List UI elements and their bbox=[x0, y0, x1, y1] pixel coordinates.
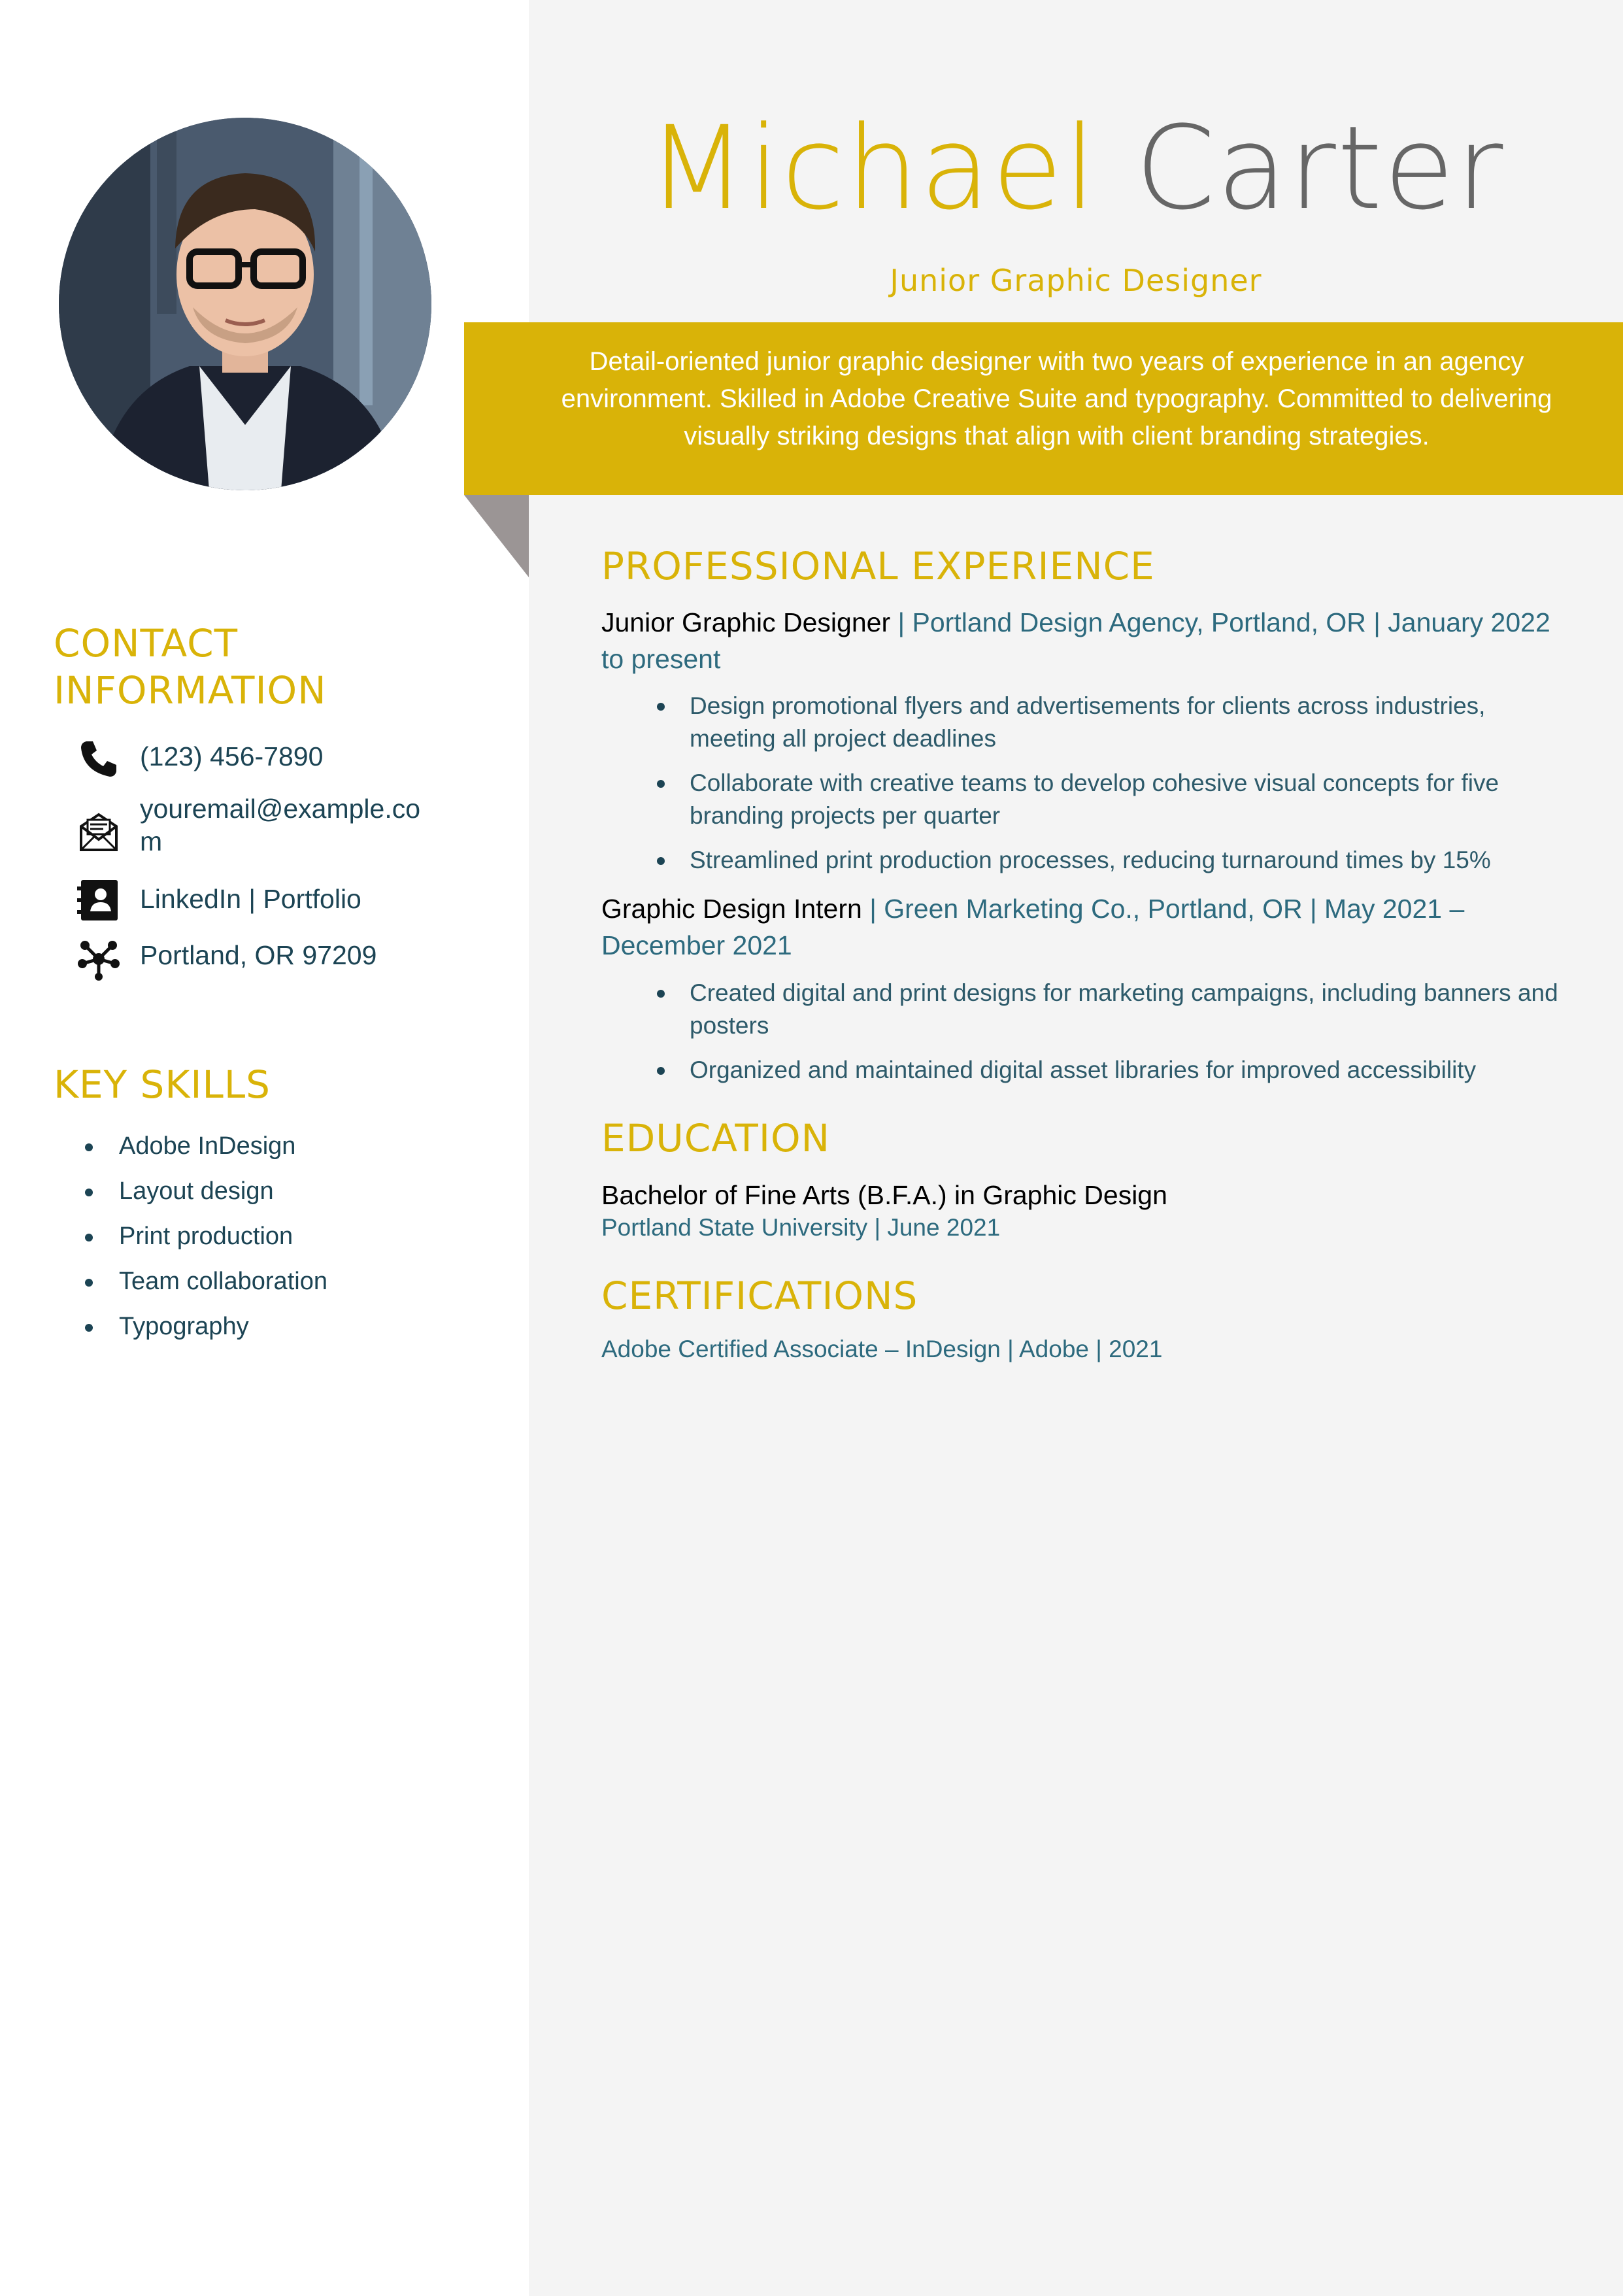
job-bullets-2 bbox=[657, 977, 1572, 1098]
skill-item: Print production bbox=[85, 1215, 327, 1260]
contact-email-text[interactable]: youremail@example.com bbox=[140, 794, 421, 856]
job-bullet: Collaborate with creative teams to develop cohesive visual concepts for five branding projects per quarter bbox=[657, 767, 1572, 832]
contact-heading: CONTACT INFORMATION bbox=[54, 621, 327, 713]
education-degree: Bachelor of Fine Arts (B.F.A.) in Graphic Design bbox=[601, 1180, 1167, 1210]
profile-photo bbox=[59, 118, 431, 490]
skill-item: Team collaboration bbox=[85, 1260, 327, 1305]
job-details-1: | Portland Design Agency, Portland, OR | January 2022 to present bbox=[601, 607, 1550, 674]
first-name: Michael bbox=[647, 101, 1097, 235]
email-icon bbox=[77, 809, 120, 853]
certification-item: Adobe Certified Associate – InDesign | Adobe | 2021 bbox=[601, 1336, 1163, 1362]
job-title-1: Junior Graphic Designer bbox=[601, 607, 891, 637]
contact-location-text: Portland, OR 97209 bbox=[140, 940, 377, 970]
job-entry-1 bbox=[601, 604, 1569, 677]
education-heading: EDUCATION bbox=[601, 1116, 831, 1160]
contact-phone-text: (123) 456-7890 bbox=[140, 741, 324, 771]
job-bullets-1 bbox=[657, 690, 1572, 888]
network-icon bbox=[77, 937, 120, 981]
job-details-2: | Green Marketing Co., Portland, OR | May 2021 – December 2021 bbox=[601, 894, 1465, 960]
job-title-2: Graphic Design Intern bbox=[601, 894, 862, 924]
job-bullet: Streamlined print production processes, reducing turnaround times by 15% bbox=[657, 844, 1572, 877]
skills-list bbox=[85, 1124, 327, 1350]
contact-card-icon bbox=[77, 879, 120, 922]
contact-phone bbox=[77, 737, 323, 781]
skill-item: Typography bbox=[85, 1305, 327, 1350]
ribbon-fold bbox=[464, 495, 529, 577]
job-bullet: Organized and maintained digital asset libraries for improved accessibility bbox=[657, 1054, 1572, 1087]
contact-location bbox=[77, 937, 376, 981]
contact-links-text[interactable]: LinkedIn | Portfolio bbox=[140, 884, 361, 914]
summary-band bbox=[464, 322, 1623, 495]
skill-item: Layout design bbox=[85, 1170, 327, 1215]
summary-text: Detail-oriented junior graphic designer with two years of experience in an agency environment. Skilled in Adobe Creative Suite and typography. Committed to delivering visually striking designs that align with client branding strategies. bbox=[561, 347, 1552, 450]
job-entry-2 bbox=[601, 890, 1569, 964]
certifications-heading: CERTIFICATIONS bbox=[601, 1274, 918, 1318]
skill-item: Adobe InDesign bbox=[85, 1124, 327, 1170]
full-name bbox=[529, 101, 1623, 235]
education-school: Portland State University | June 2021 bbox=[601, 1214, 1001, 1241]
experience-heading: PROFESSIONAL EXPERIENCE bbox=[601, 544, 1155, 588]
contact-email bbox=[77, 792, 421, 858]
job-title: Junior Graphic Designer bbox=[890, 263, 1262, 298]
contact-links bbox=[77, 879, 361, 922]
skills-heading: KEY SKILLS bbox=[54, 1062, 271, 1107]
job-bullet: Created digital and print designs for marketing campaigns, including banners and posters bbox=[657, 977, 1572, 1042]
phone-icon bbox=[77, 737, 120, 781]
last-name: Carter bbox=[1135, 101, 1505, 235]
job-bullet: Design promotional flyers and advertisements for clients across industries, meeting all project deadlines bbox=[657, 690, 1572, 755]
